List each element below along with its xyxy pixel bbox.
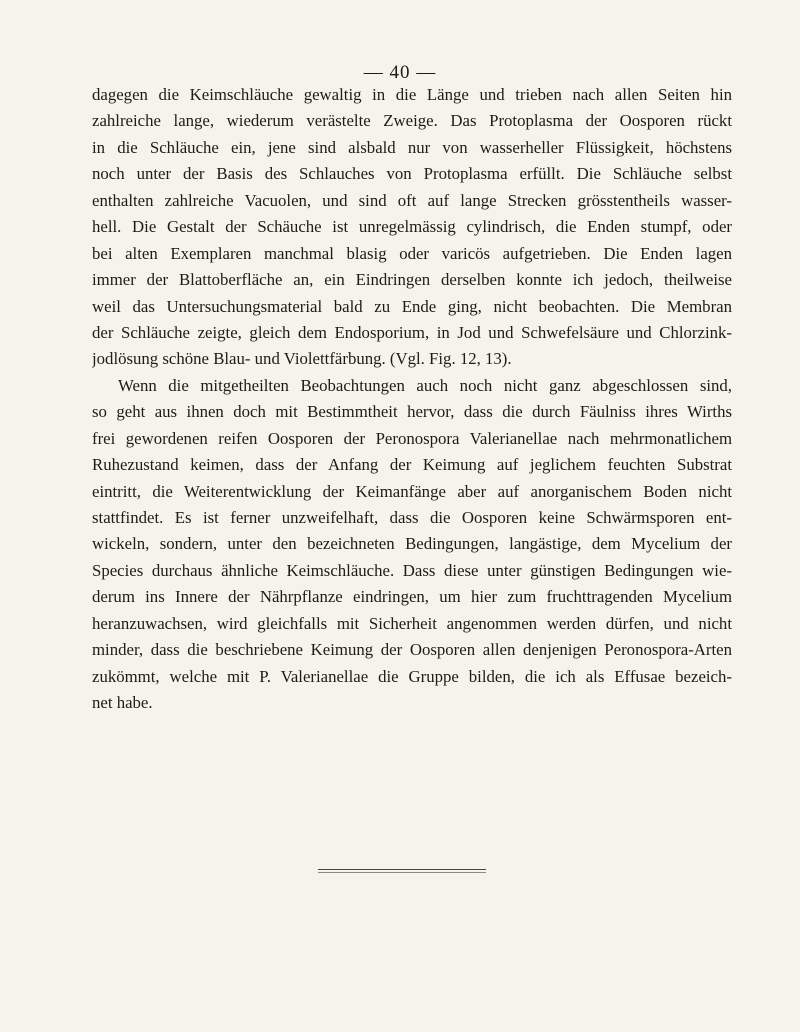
- text-line: weil das Untersuchungsmaterial bald zu Ende ging, nicht beobachten. Die Membran: [92, 296, 732, 316]
- text-line: Species durchaus ähnliche Keimschläuche. Dass diese unter günstigen Bedingungen wie-: [92, 560, 732, 580]
- text-line: wickeln, sondern, unter den bezeichneten Bedingungen, langästige, dem Mycelium der: [92, 534, 732, 554]
- text-line: Wenn die mitgetheilten Beobachtungen auch noch nicht ganz abgeschlossen sind,: [118, 375, 732, 395]
- text-line: noch unter der Basis des Schlauches von Protoplasma erfüllt. Die Schläuche selbst: [92, 164, 732, 184]
- text-line: enthalten zahlreiche Vacuolen, und sind oft auf lange Strecken grösstentheils wasser-: [92, 190, 732, 210]
- text-line: derum ins Innere der Nährpflanze eindringen, um hier zum fruchttragenden Mycelium: [92, 587, 732, 607]
- text-line: minder, dass die beschriebene Keimung der Oosporen allen denjenigen Peronospora-Arten: [92, 640, 732, 660]
- text-line: so geht aus ihnen doch mit Bestimmtheit hervor, dass die durch Fäulniss ihres Wirths: [92, 402, 732, 422]
- section-divider: [318, 869, 486, 873]
- text-line: hell. Die Gestalt der Schäuche ist unregelmässig cylindrisch, die Enden stumpf, oder: [92, 217, 732, 237]
- text-line: jodlösung schöne Blau- und Violettfärbung. (Vgl. Fig. 12, 13).: [92, 349, 512, 369]
- text-line: Ruhezustand keimen, dass der Anfang der Keimung auf jeglichem feuchten Substrat: [92, 455, 732, 475]
- text-line: net habe.: [92, 693, 153, 713]
- text-line: frei gewordenen reifen Oosporen der Peronospora Valerianellae nach mehrmonatlichem: [92, 428, 732, 448]
- text-line: heranzuwachsen, wird gleichfalls mit Sicherheit angenommen werden dürfen, und nicht: [92, 613, 732, 633]
- text-line: der Schläuche zeigte, gleich dem Endosporium, in Jod und Schwefelsäure und Chlorzink-: [92, 322, 732, 342]
- page-number: — 40 —: [363, 62, 437, 83]
- text-line: zukömmt, welche mit P. Valerianellae die Gruppe bilden, die ich als Effusae bezeich-: [92, 666, 732, 686]
- text-line: zahlreiche lange, wiederum verästelte Zweige. Das Protoplasma der Oosporen rückt: [92, 111, 732, 131]
- text-line: in die Schläuche ein, jene sind alsbald nur von wasserheller Flüssigkeit, höchstens: [92, 137, 732, 157]
- text-line: stattfindet. Es ist ferner unzweifelhaft, dass die Oosporen keine Schwärmsporen ent-: [92, 508, 732, 527]
- text-line: dagegen die Keimschläuche gewaltig in die Länge und trieben nach allen Seiten hin: [92, 85, 732, 104]
- text-line: bei alten Exemplaren manchmal blasig oder varicös aufgetrieben. Die Enden lagen: [92, 243, 732, 263]
- text-line: immer der Blattoberfläche an, ein Eindringen derselben konnte ich jedoch, theilweise: [92, 270, 732, 290]
- body-text: [92, 82, 732, 717]
- text-line: eintritt, die Weiterentwicklung der Keimanfänge aber auf anorganischem Boden nicht: [92, 481, 732, 501]
